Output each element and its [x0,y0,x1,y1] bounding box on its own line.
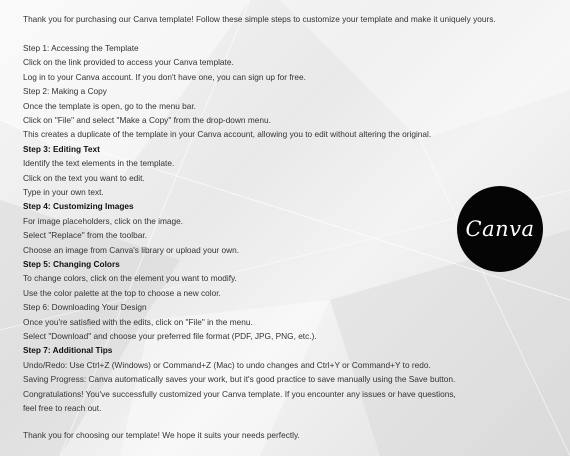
step-text: Undo/Redo: Use Ctrl+Z (Windows) or Command+Z (Mac) to undo changes and Ctrl+Y or Command+Y to redo. [23,359,431,370]
step-text: Click on "File" and select "Make a Copy" from the drop-down menu. [23,115,271,125]
step-text: Click on the text you want to edit. [23,172,145,183]
step-text: Select "Replace" from the toolbar. [23,230,147,241]
step-text: Saving Progress: Canva automatically saves your work, but it's good practice to save manually using the Save button. [23,374,456,385]
step-text: Once the template is open, go to the menu bar. [23,100,196,111]
step-text: Click on the link provided to access your Canva template. [23,57,234,68]
step-text: To change colors, click on the element you want to modify. [23,273,237,284]
step-text: Congratulations! You've successfully customized your Canva template. If you encounter any issues or have questions, [23,388,456,399]
logo-text: Canva [465,217,535,241]
step-text: Identify the text elements in the template. [23,158,175,169]
step-text: For image placeholders, click on the image. [23,215,184,226]
step-text: Choose an image from Canva's library or upload your own. [23,244,240,255]
step-text: Type in your own text. [23,187,104,197]
step-heading: Step 4: Customizing Images [23,201,134,212]
step-text: Step 2: Making a Copy [23,86,107,97]
intro-text: Thank you for purchasing our Canva template! Follow these simple steps to customize your template and make it uniquely yours. [23,14,496,24]
step-text: Select "Download" and choose your preferred file format (PDF, JPG, PNG, etc.). [23,331,317,341]
step-text: Step 6: Downloading Your Design [23,302,147,313]
step-text: Use the color palette at the top to choose a new color. [23,287,221,298]
step-text: Step 1: Accessing the Template [23,43,139,53]
step-text: feel free to reach out. [23,403,102,413]
step-text: This creates a duplicate of the template in your Canva account, allowing you to edit without altering the original. [23,129,432,140]
step-text: Log in to your Canva account. If you don't have one, you can sign up for free. [23,71,306,82]
step-heading: Step 7: Additional Tips [23,345,113,356]
step-heading: Step 5: Changing Colors [23,259,120,269]
step-heading: Step 3: Editing Text [23,143,100,154]
closing-text: Thank you for choosing our template! We hope it suits your needs perfectly. [23,430,300,440]
canva-logo [457,186,543,272]
step-text: Once you're satisfied with the edits, click on "File" in the menu. [23,316,253,327]
